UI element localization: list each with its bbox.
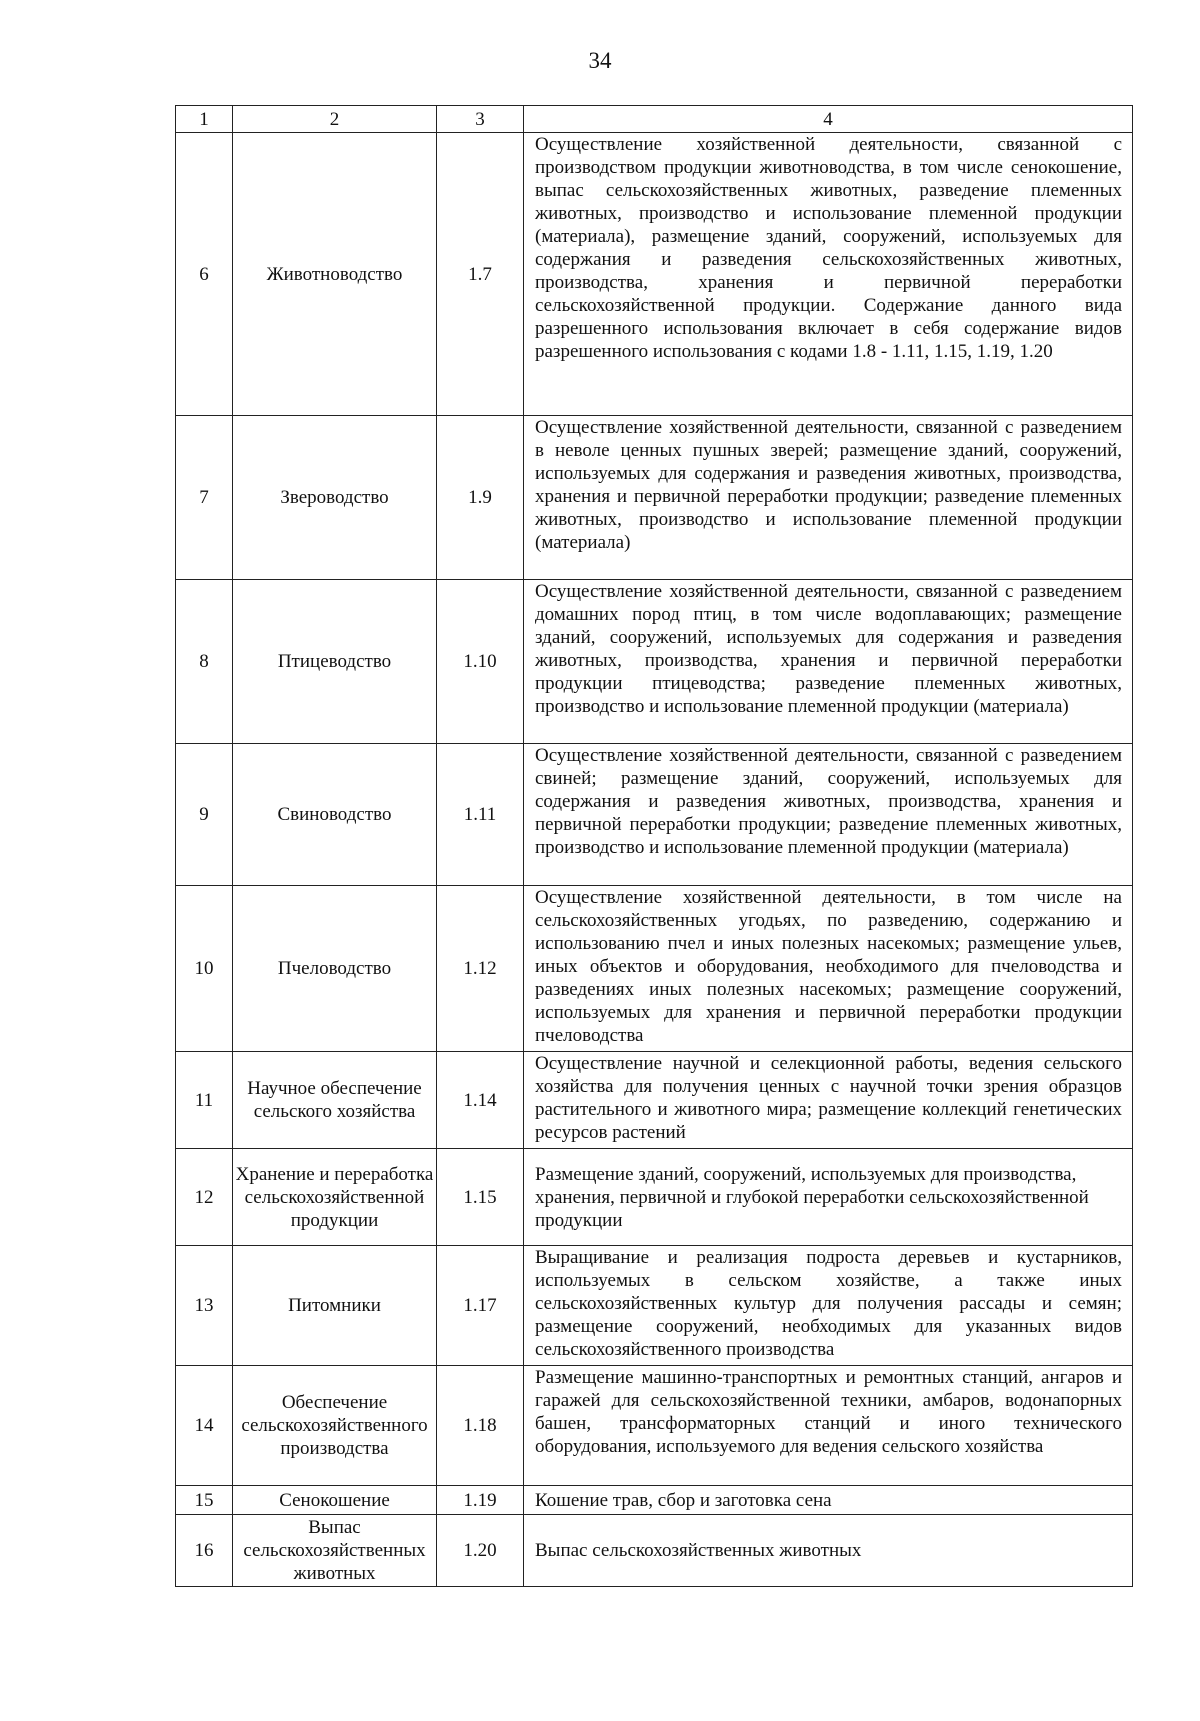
use-type-code: 1.20	[437, 1515, 524, 1587]
use-type-code: 1.11	[437, 744, 524, 886]
row-number: 9	[176, 744, 233, 886]
use-type-code: 1.19	[437, 1486, 524, 1515]
row-number: 10	[176, 886, 233, 1052]
use-type-name: Звероводство	[233, 416, 437, 580]
use-type-name: Выпас сельскохозяйственных животных	[233, 1515, 437, 1587]
column-header: 2	[233, 106, 437, 133]
row-number: 16	[176, 1515, 233, 1587]
use-type-name: Свиноводство	[233, 744, 437, 886]
use-type-name: Научное обеспечение сельского хозяйства	[233, 1052, 437, 1149]
use-type-code: 1.10	[437, 580, 524, 744]
row-number: 13	[176, 1246, 233, 1366]
row-number: 7	[176, 416, 233, 580]
use-type-description: Осуществление хозяйственной деятельности, связанной с разведением свиней; размещение зданий, сооружений, используемых для содержания и разведения животных, производства, хранения и первичной переработки продукции; разведение племенных животных, производство и использование племенной продукции (материала)	[524, 744, 1133, 886]
use-type-name: Животноводство	[233, 133, 437, 416]
use-type-name: Питомники	[233, 1246, 437, 1366]
table-header-row	[176, 106, 1133, 133]
table-row	[176, 1052, 1133, 1149]
use-type-description: Размещение машинно-транспортных и ремонтных станций, ангаров и гаражей для сельскохозяйственной техники, амбаров, водонапорных башен, трансформаторных станций и иного технического оборудования, используемого для ведения сельского хозяйства	[524, 1366, 1133, 1486]
column-header: 1	[176, 106, 233, 133]
table-row	[176, 886, 1133, 1052]
column-header: 4	[524, 106, 1133, 133]
row-number: 6	[176, 133, 233, 416]
row-number: 11	[176, 1052, 233, 1149]
use-type-description: Выращивание и реализация подроста деревьев и кустарников, используемых в сельском хозяйстве, а также иных сельскохозяйственных культур для получения рассады и семян; размещение сооружений, необходимых для указанных видов сельскохозяйственного производства	[524, 1246, 1133, 1366]
use-type-description: Осуществление хозяйственной деятельности, связанной с разведением домашних пород птиц, в том числе водоплавающих; размещение зданий, сооружений, используемых для содержания и разведения животных, производства, хранения и первичной переработки продукции птицеводства; разведение племенных животных, производство и использование племенной продукции (материала)	[524, 580, 1133, 744]
row-number: 14	[176, 1366, 233, 1486]
use-type-name: Хранение и переработка сельскохозяйственной продукции	[233, 1149, 437, 1246]
land-use-table	[175, 105, 1133, 1587]
use-type-code: 1.18	[437, 1366, 524, 1486]
use-type-code: 1.9	[437, 416, 524, 580]
table-row	[176, 133, 1133, 416]
use-type-description: Осуществление хозяйственной деятельности, в том числе на сельскохозяйственных угодьях, по разведению, содержанию и использованию пчел и иных полезных насекомых; размещение ульев, иных объектов и оборудования, необходимого для пчеловодства и разведениях иных полезных насекомых; размещение сооружений, используемых для хранения и первичной переработки продукции пчеловодства	[524, 886, 1133, 1052]
use-type-description: Осуществление хозяйственной деятельности, связанной с разведением в неволе ценных пушных зверей; размещение зданий, сооружений, используемых для содержания и разведения животных, производства, хранения и первичной переработки продукции; разведение племенных животных, производство и использование племенной продукции (материала)	[524, 416, 1133, 580]
table-row	[176, 744, 1133, 886]
table-row	[176, 1149, 1133, 1246]
table-row	[176, 416, 1133, 580]
use-type-name: Пчеловодство	[233, 886, 437, 1052]
use-type-description: Осуществление научной и селекционной работы, ведения сельского хозяйства для получения ценных с научной точки зрения образцов растительного и животного мира; размещение коллекций генетических ресурсов растений	[524, 1052, 1133, 1149]
use-type-code: 1.15	[437, 1149, 524, 1246]
use-type-code: 1.14	[437, 1052, 524, 1149]
row-number: 15	[176, 1486, 233, 1515]
row-number: 12	[176, 1149, 233, 1246]
row-number: 8	[176, 580, 233, 744]
table-row	[176, 1486, 1133, 1515]
use-type-description: Кошение трав, сбор и заготовка сена	[524, 1486, 1133, 1515]
table-row	[176, 1515, 1133, 1587]
column-header: 3	[437, 106, 524, 133]
table-row	[176, 580, 1133, 744]
use-type-code: 1.12	[437, 886, 524, 1052]
use-type-name: Сенокошение	[233, 1486, 437, 1515]
use-type-description: Осуществление хозяйственной деятельности, связанной с производством продукции животноводства, в том числе сенокошение, выпас сельскохозяйственных животных, разведение племенных животных, производство и использование племенной продукции (материала), размещение зданий, сооружений, используемых для содержания и разведения сельскохозяйственных животных, производства, хранения и первичной переработки сельскохозяйственной продукции. Содержание данного вида разрешенного использования включает в себя содержание видов разрешенного использования с кодами 1.8 - 1.11, 1.15, 1.19, 1.20	[524, 133, 1133, 416]
use-type-description: Размещение зданий, сооружений, используемых для производства, хранения, первичной и глубокой переработки сельскохозяйственной продукции	[524, 1149, 1133, 1246]
use-type-code: 1.7	[437, 133, 524, 416]
use-type-name: Обеспечение сельскохозяйственного производства	[233, 1366, 437, 1486]
use-type-name: Птицеводство	[233, 580, 437, 744]
use-type-code: 1.17	[437, 1246, 524, 1366]
page-number: 34	[588, 48, 612, 73]
table-row	[176, 1246, 1133, 1366]
table-row	[176, 1366, 1133, 1486]
use-type-description: Выпас сельскохозяйственных животных	[524, 1515, 1133, 1587]
